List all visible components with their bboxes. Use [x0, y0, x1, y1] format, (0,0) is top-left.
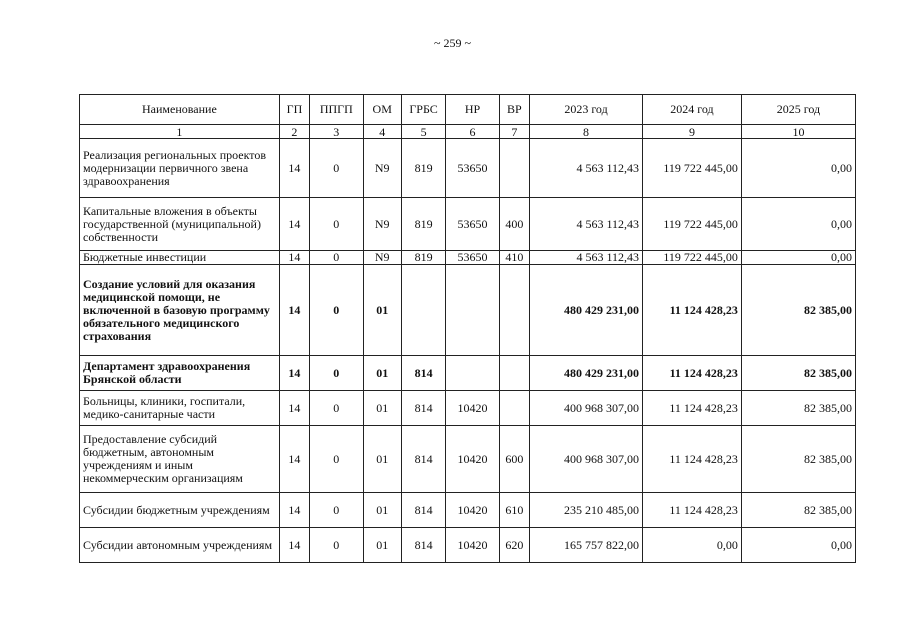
table-row: [80, 426, 856, 493]
row-2024-cell: 11 124 428,23: [643, 426, 742, 493]
row-om-cell: 01: [363, 356, 401, 391]
row-grbs-cell: 814: [401, 528, 445, 563]
row-gp-cell: 14: [279, 528, 309, 563]
budget-table: [79, 94, 856, 563]
column-number: 3: [310, 125, 363, 139]
column-number: 4: [363, 125, 401, 139]
column-number: 5: [401, 125, 445, 139]
row-ppgp-cell: 0: [310, 139, 363, 198]
row-om-cell: 01: [363, 426, 401, 493]
row-name-cell: Создание условий для оказания медицинской помощи, не включенной в базовую программу обязательного медицинского страхования: [80, 265, 280, 356]
row-name-cell: Бюджетные инвестиции: [80, 251, 280, 265]
row-ppgp-cell: 0: [310, 391, 363, 426]
row-2024-cell: 119 722 445,00: [643, 139, 742, 198]
column-number: 8: [530, 125, 643, 139]
row-2023-cell: 235 210 485,00: [530, 493, 643, 528]
page-number: ~ 259 ~: [434, 36, 471, 50]
row-2024-cell: 11 124 428,23: [643, 356, 742, 391]
row-gp-cell: 14: [279, 426, 309, 493]
row-2023-cell: 480 429 231,00: [530, 356, 643, 391]
row-vr-cell: [499, 139, 529, 198]
row-grbs-cell: 819: [401, 251, 445, 265]
row-nr-cell: 10420: [446, 528, 499, 563]
table-row: [80, 198, 856, 251]
column-header-om: ОМ: [363, 95, 401, 125]
table-row: [80, 528, 856, 563]
row-vr-cell: 400: [499, 198, 529, 251]
row-grbs-cell: 819: [401, 139, 445, 198]
row-grbs-cell: 819: [401, 198, 445, 251]
row-grbs-cell: 814: [401, 391, 445, 426]
column-number: 1: [80, 125, 280, 139]
row-2025-cell: 82 385,00: [741, 391, 855, 426]
row-om-cell: 01: [363, 265, 401, 356]
column-header-nr: НР: [446, 95, 499, 125]
column-number: 10: [741, 125, 855, 139]
row-vr-cell: [499, 391, 529, 426]
row-nr-cell: 10420: [446, 391, 499, 426]
row-2023-cell: 480 429 231,00: [530, 265, 643, 356]
row-ppgp-cell: 0: [310, 426, 363, 493]
column-number: 7: [499, 125, 529, 139]
row-om-cell: N9: [363, 198, 401, 251]
row-2025-cell: 0,00: [741, 139, 855, 198]
row-name-cell: Предоставление субсидий бюджетным, автономным учреждениям и иным некоммерческим организациям: [80, 426, 280, 493]
row-2025-cell: 0,00: [741, 528, 855, 563]
row-nr-cell: 53650: [446, 139, 499, 198]
table-row: [80, 493, 856, 528]
row-2025-cell: 0,00: [741, 251, 855, 265]
row-gp-cell: 14: [279, 493, 309, 528]
row-gp-cell: 14: [279, 265, 309, 356]
row-nr-cell: 53650: [446, 198, 499, 251]
column-header-gp: ГП: [279, 95, 309, 125]
row-grbs-cell: [401, 265, 445, 356]
row-grbs-cell: 814: [401, 426, 445, 493]
column-header-2025: 2025 год: [741, 95, 855, 125]
column-number-row: [80, 125, 856, 139]
row-2024-cell: 119 722 445,00: [643, 198, 742, 251]
row-name-cell: Субсидии автономным учреждениям: [80, 528, 280, 563]
row-2023-cell: 165 757 822,00: [530, 528, 643, 563]
row-ppgp-cell: 0: [310, 198, 363, 251]
column-header-2023: 2023 год: [530, 95, 643, 125]
row-ppgp-cell: 0: [310, 528, 363, 563]
row-vr-cell: [499, 356, 529, 391]
row-ppgp-cell: 0: [310, 265, 363, 356]
column-header-vr: ВР: [499, 95, 529, 125]
row-nr-cell: 10420: [446, 426, 499, 493]
row-name-cell: Реализация региональных проектов модернизации первичного звена здравоохранения: [80, 139, 280, 198]
column-number: 9: [643, 125, 742, 139]
row-grbs-cell: 814: [401, 356, 445, 391]
row-gp-cell: 14: [279, 198, 309, 251]
row-2023-cell: 400 968 307,00: [530, 391, 643, 426]
row-2024-cell: 11 124 428,23: [643, 265, 742, 356]
row-name-cell: Департамент здравоохранения Брянской области: [80, 356, 280, 391]
row-gp-cell: 14: [279, 139, 309, 198]
row-om-cell: 01: [363, 493, 401, 528]
row-2023-cell: 4 563 112,43: [530, 198, 643, 251]
row-vr-cell: 620: [499, 528, 529, 563]
row-2024-cell: 11 124 428,23: [643, 391, 742, 426]
column-header-ppgp: ППГП: [310, 95, 363, 125]
row-nr-cell: 53650: [446, 251, 499, 265]
row-2025-cell: 82 385,00: [741, 356, 855, 391]
row-ppgp-cell: 0: [310, 356, 363, 391]
row-gp-cell: 14: [279, 251, 309, 265]
column-header-name: Наименование: [80, 95, 280, 125]
row-2025-cell: 82 385,00: [741, 493, 855, 528]
row-vr-cell: 610: [499, 493, 529, 528]
table-row: [80, 139, 856, 198]
row-2023-cell: 4 563 112,43: [530, 251, 643, 265]
column-header-2024: 2024 год: [643, 95, 742, 125]
row-nr-cell: [446, 356, 499, 391]
header-row: [80, 95, 856, 125]
row-name-cell: Капитальные вложения в объекты государственной (муниципальной) собственности: [80, 198, 280, 251]
row-grbs-cell: 814: [401, 493, 445, 528]
row-2025-cell: 0,00: [741, 198, 855, 251]
row-vr-cell: 600: [499, 426, 529, 493]
row-2024-cell: 0,00: [643, 528, 742, 563]
table-row: [80, 356, 856, 391]
column-number: 6: [446, 125, 499, 139]
table-row: [80, 251, 856, 265]
row-om-cell: 01: [363, 528, 401, 563]
row-2025-cell: 82 385,00: [741, 265, 855, 356]
table-row: [80, 265, 856, 356]
row-vr-cell: [499, 265, 529, 356]
row-2024-cell: 11 124 428,23: [643, 493, 742, 528]
row-nr-cell: 10420: [446, 493, 499, 528]
table-body: [80, 139, 856, 563]
row-2023-cell: 4 563 112,43: [530, 139, 643, 198]
row-2023-cell: 400 968 307,00: [530, 426, 643, 493]
row-name-cell: Субсидии бюджетным учреждениям: [80, 493, 280, 528]
row-om-cell: 01: [363, 391, 401, 426]
row-om-cell: N9: [363, 139, 401, 198]
row-ppgp-cell: 0: [310, 251, 363, 265]
row-gp-cell: 14: [279, 356, 309, 391]
row-gp-cell: 14: [279, 391, 309, 426]
row-ppgp-cell: 0: [310, 493, 363, 528]
row-nr-cell: [446, 265, 499, 356]
row-2024-cell: 119 722 445,00: [643, 251, 742, 265]
row-om-cell: N9: [363, 251, 401, 265]
row-2025-cell: 82 385,00: [741, 426, 855, 493]
row-name-cell: Больницы, клиники, госпитали, медико-санитарные части: [80, 391, 280, 426]
column-header-grbs: ГРБС: [401, 95, 445, 125]
table-row: [80, 391, 856, 426]
row-vr-cell: 410: [499, 251, 529, 265]
column-number: 2: [279, 125, 309, 139]
